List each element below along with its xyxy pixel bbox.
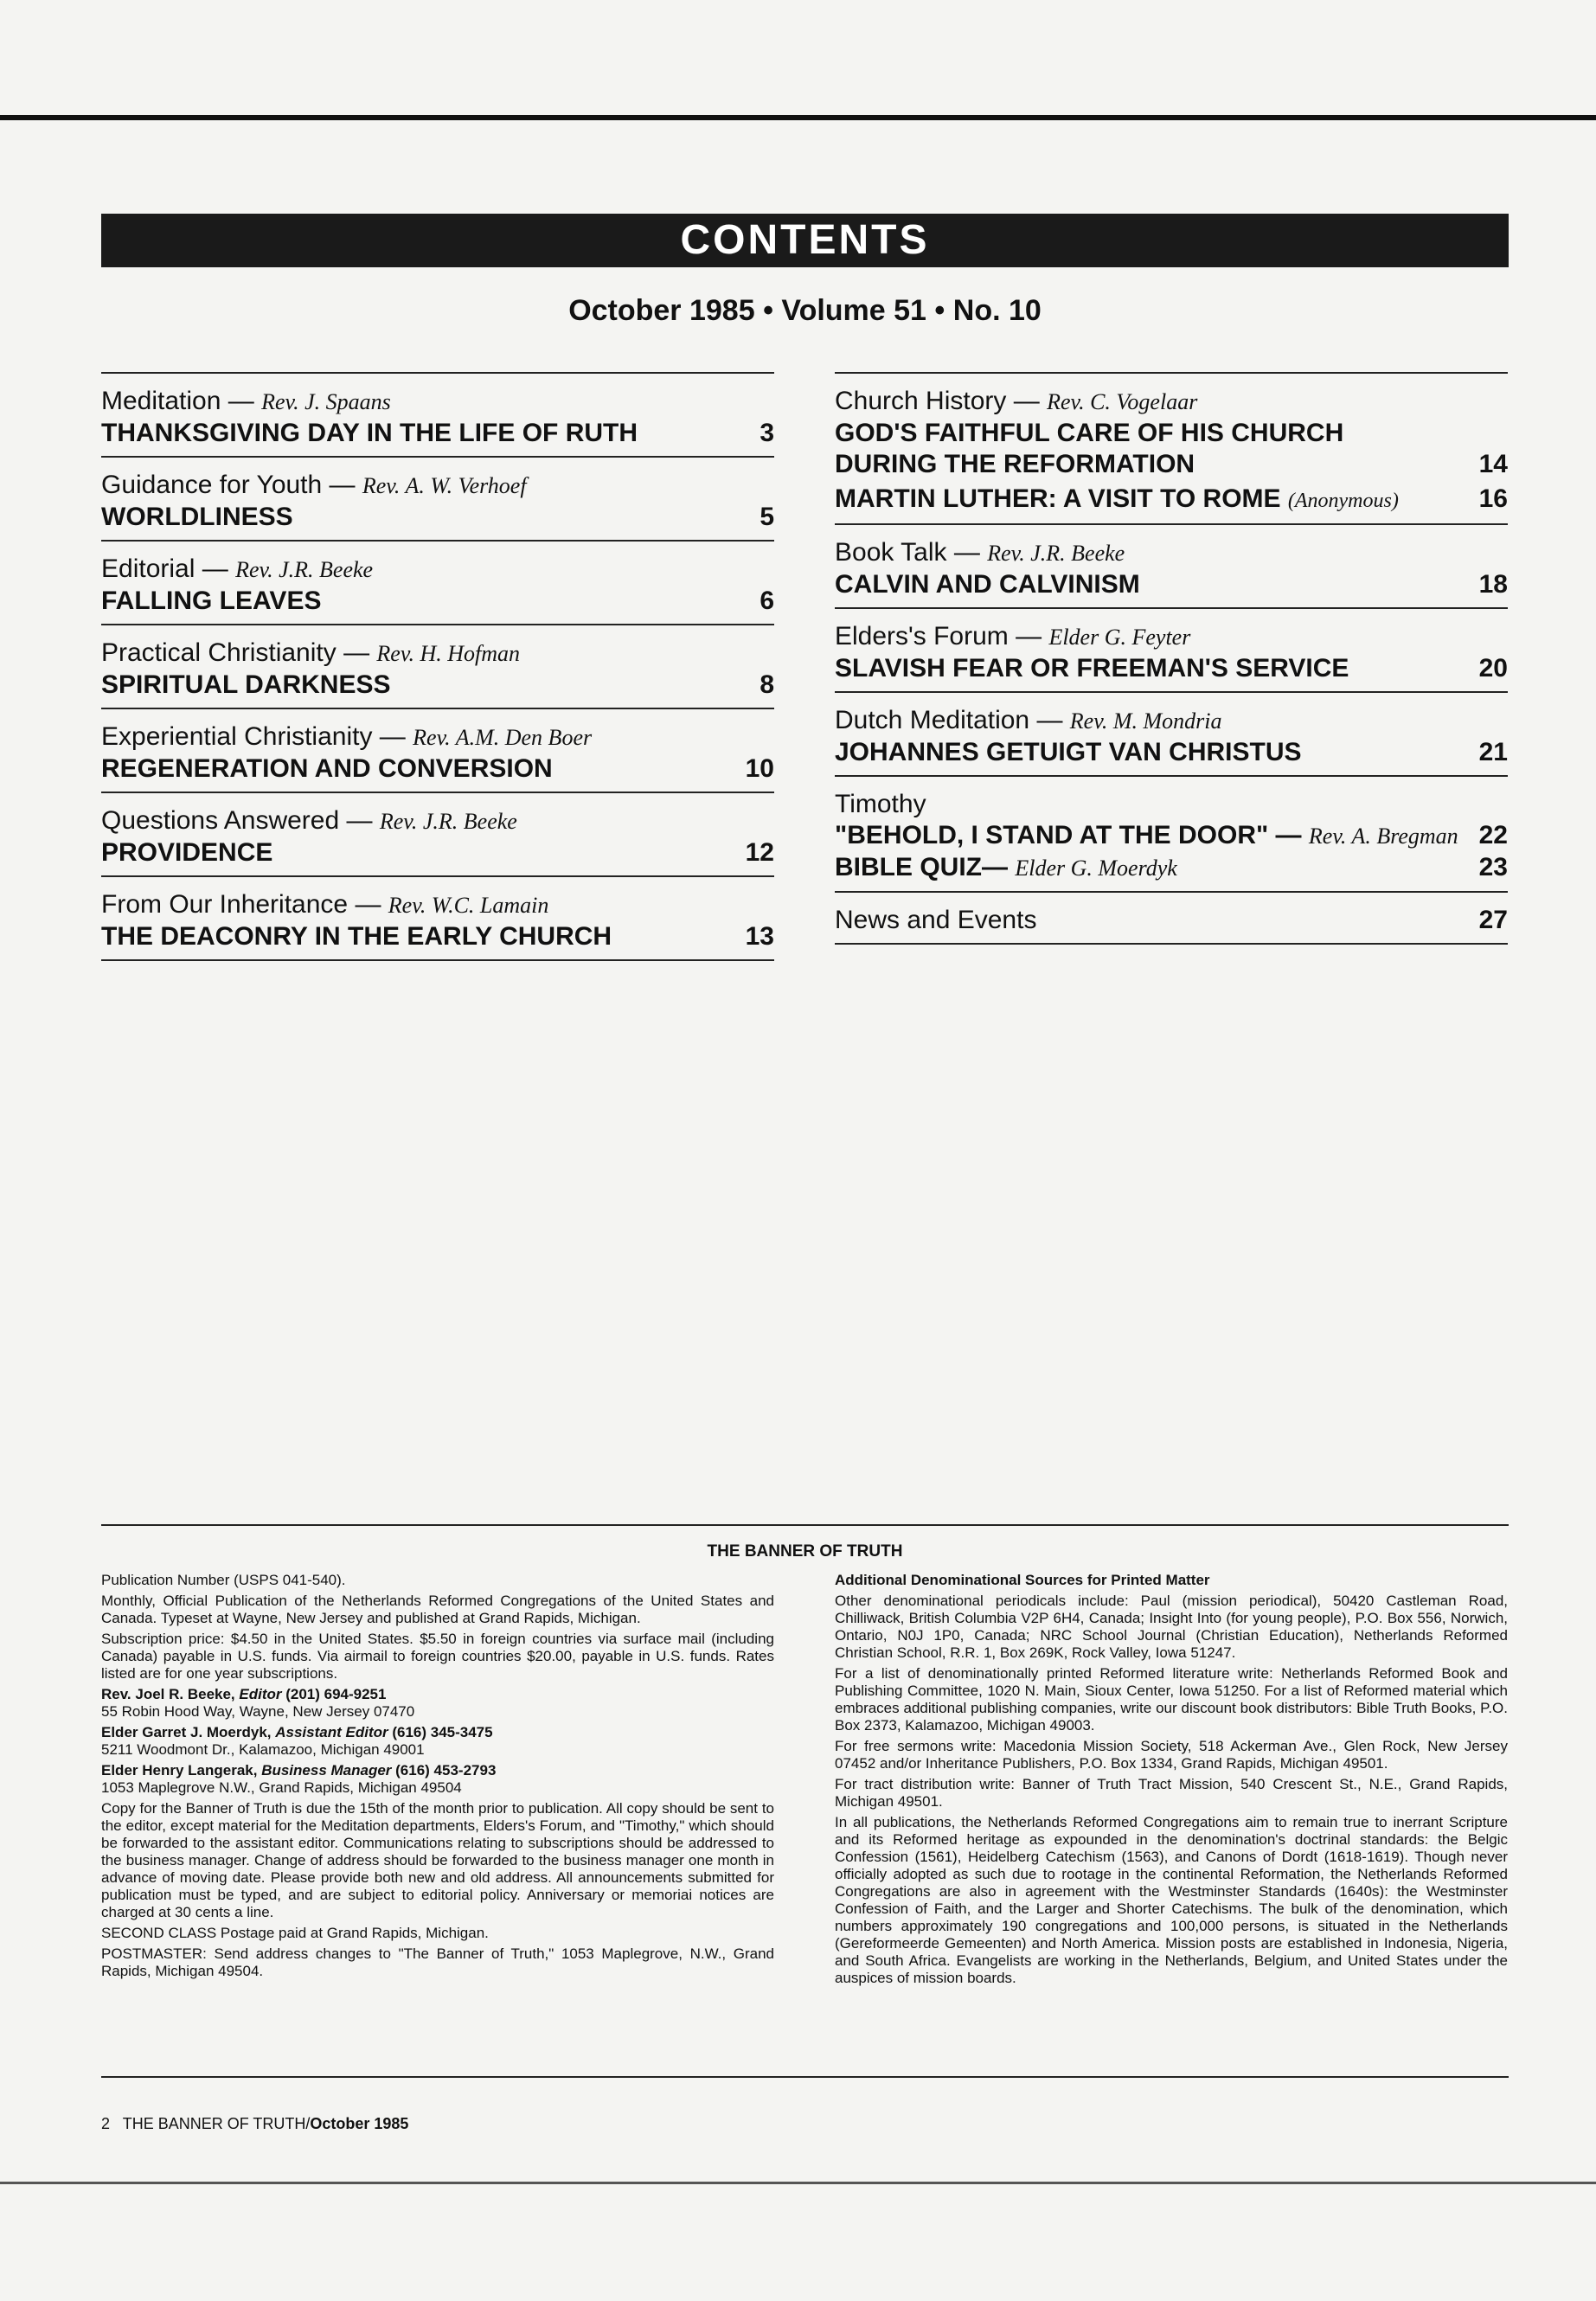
author: Rev. A. Bregman — [1308, 824, 1458, 849]
page-number: 22 — [1478, 821, 1508, 849]
article-title: PROVIDENCE — [101, 838, 273, 867]
dept-label: Book Talk — — [835, 538, 988, 567]
toc-entry-editorial[interactable] — [101, 542, 774, 625]
masthead-heading: THE BANNER OF TRUTH — [707, 1542, 903, 1561]
author: Rev. H. Hofman — [376, 641, 521, 666]
dept-label: Elders's Forum — — [835, 622, 1049, 651]
author: Rev. J. Spaans — [261, 389, 391, 414]
author: Rev. M. Mondria — [1069, 708, 1222, 734]
page-number: 12 — [745, 838, 774, 867]
toc-entry-elders-forum[interactable] — [835, 609, 1508, 693]
article-title: REGENERATION AND CONVERSION — [101, 754, 553, 783]
article-title: CALVIN AND CALVINISM — [835, 570, 1140, 599]
author: Rev. J.R. Beeke — [987, 541, 1125, 566]
issue-line: October 1985 • Volume 51 • No. 10 — [568, 294, 1042, 327]
page-number: 21 — [1478, 738, 1508, 766]
article-title: "BEHOLD, I STAND AT THE DOOR" — — [835, 821, 1309, 849]
article-title: MARTIN LUTHER: A VISIT TO ROME — [835, 484, 1288, 513]
article-title: THE DEACONRY IN THE EARLY CHURCH — [101, 922, 612, 951]
page-number: 8 — [760, 670, 774, 699]
anonymous-note: (Anonymous) — [1287, 490, 1399, 512]
top-rule — [0, 115, 1596, 120]
dept-label: Practical Christianity — — [101, 638, 377, 667]
toc-entry-guidance-for-youth[interactable] — [101, 458, 774, 542]
dept-label: Experiential Christianity — — [101, 722, 413, 751]
page-number: 14 — [1478, 450, 1508, 478]
author: Elder G. Moerdyk — [1015, 856, 1177, 881]
publication-description: Monthly, Official Publication of the Netherlands Reformed Congregations of the United States and Canada. Typeset at Wayne, New Jersey and published at Grand Rapids, Michigan. — [101, 1593, 774, 1626]
dept-label: Dutch Meditation — — [835, 706, 1070, 734]
author: Rev. C. Vogelaar — [1047, 389, 1198, 414]
denomination-statement: In all publications, the Netherlands Reformed Congregations aim to remain true to inerrant Scripture and its Reformed heritage as expounded in the denomination's doctrinal standards: the Belgic Confession (1561), Heidelberg Catechism (1563), and Canons of Dordt (1618-1619). Though never officially adopted as such due to rootage in the continental Reformation, the Netherlands Reformed Congregations are also in agreement with the Westminster Standards (1640s): the Westminster Confession of Faith, and the Larger and Shorter Catechisms. The bulk of the denomination, which numbers approximately 190 congregations and 100,000 persons, is situated in the Netherlands (Gereformeerde Gemeenten) and North America. Mission posts are established in Indonesia, Nigeria, and South Africa. Evangelists are working in the Netherlands, Belgium, and United States under the auspices of mission boards. — [835, 1814, 1508, 1986]
business-manager-address: 1053 Maplegrove N.W., Grand Rapids, Michigan 49504 — [101, 1779, 462, 1796]
dept-label: Meditation — — [101, 387, 262, 415]
editor-contact — [101, 1686, 774, 1721]
contents-banner: CONTENTS — [101, 214, 1509, 267]
toc-entry-church-history[interactable] — [835, 374, 1508, 525]
page-number: 3 — [760, 419, 774, 447]
toc-entry-practical-christianity[interactable] — [101, 625, 774, 709]
dept-label: Questions Answered — — [101, 806, 380, 835]
page-number: 27 — [1478, 906, 1508, 934]
article-title: BIBLE QUIZ— — [835, 853, 1016, 881]
toc-entry-questions-answered[interactable] — [101, 793, 774, 877]
editor-role: Editor — [239, 1686, 282, 1702]
business-manager-name: Elder Henry Langerak, — [101, 1762, 262, 1779]
toc-entry-experiential-christianity[interactable] — [101, 709, 774, 793]
article-title-line1: GOD'S FAITHFUL CARE OF HIS CHURCH — [835, 419, 1344, 447]
sources-heading: Additional Denominational Sources for Printed Matter — [835, 1572, 1210, 1588]
folio-date: October 1985 — [310, 2115, 409, 2132]
bottom-rule — [0, 2182, 1596, 2184]
postage-note: SECOND CLASS Postage paid at Grand Rapids, Michigan. — [101, 1925, 489, 1941]
toc-entry-dutch-meditation[interactable] — [835, 693, 1508, 777]
page-number: 16 — [1478, 484, 1508, 513]
dept-label: From Our Inheritance — — [101, 890, 388, 919]
publication-number: Publication Number (USPS 041-540). — [101, 1572, 346, 1588]
assistant-editor-phone: (616) 345-3475 — [388, 1724, 493, 1740]
toc-entry-book-talk[interactable] — [835, 525, 1508, 609]
toc-entry-timothy[interactable] — [835, 777, 1508, 893]
page-folio — [101, 2115, 408, 2133]
masthead-left-column — [101, 1572, 774, 1984]
business-manager-contact — [101, 1762, 774, 1797]
subscription-price: Subscription price: $4.50 in the United States. $5.50 in foreign countries via surface mail (including Canada) payable in U.S. funds. Via airmail to foreign countries $20.00, payable in U.S. funds. Rates listed are for one year subscriptions. — [101, 1631, 774, 1682]
dept-label: Editorial — — [101, 554, 236, 583]
toc-right-column — [835, 372, 1508, 945]
dept-label: News and Events — [835, 906, 1037, 934]
page-number: 5 — [760, 503, 774, 531]
author: Rev. W.C. Lamain — [388, 893, 549, 918]
other-periodicals: Other denominational periodicals include: Paul (mission periodical), 50420 Castleman Road, Chilliwack, British Columbia V2P 6H4, Canada; Insight Into (for young people), P.O. Box 556, Norwich, Ontario, N0J 1P0, Canada; NRC School Journal (Christian Education), Netherlands Reformed Christian School, R.R. 1, Box 269K, Rock Valley, Iowa 51247. — [835, 1593, 1508, 1661]
page-number: 18 — [1478, 570, 1508, 599]
page-number: 20 — [1478, 654, 1508, 683]
article-title: JOHANNES GETUIGT VAN CHRISTUS — [835, 738, 1302, 766]
footer-rule — [101, 1524, 1509, 1526]
assistant-editor-name: Elder Garret J. Moerdyk, — [101, 1724, 276, 1740]
free-sermons: For free sermons write: Macedonia Mission Society, 518 Ackerman Ave., Glen Rock, New Jersey 07452 and/or Inheritance Publishers, P.O. Box 1334, Grand Rapids, Michigan 49501. — [835, 1738, 1508, 1772]
author: Rev. J.R. Beeke — [235, 557, 374, 582]
article-title: FALLING LEAVES — [101, 586, 322, 615]
masthead-right-column — [835, 1572, 1508, 1990]
postmaster-note: POSTMASTER: Send address changes to "The Banner of Truth," 1053 Maplegrove, N.W., Grand Rapids, Michigan 49504. — [101, 1945, 774, 1979]
author: Rev. J.R. Beeke — [379, 809, 517, 834]
article-title: WORLDLINESS — [101, 503, 293, 531]
assistant-editor-contact — [101, 1724, 774, 1759]
article-title: SLAVISH FEAR OR FREEMAN'S SERVICE — [835, 654, 1349, 683]
editor-phone: (201) 694-9251 — [281, 1686, 387, 1702]
folio-publication: THE BANNER OF TRUTH/ — [122, 2115, 311, 2132]
business-manager-role: Business Manager — [261, 1762, 392, 1779]
dept-label: Guidance for Youth — — [101, 471, 362, 499]
article-title: SPIRITUAL DARKNESS — [101, 670, 391, 699]
dept-label: Church History — — [835, 387, 1048, 415]
author: Rev. A.M. Den Boer — [413, 725, 593, 750]
footer-bottom-rule — [101, 2076, 1509, 2078]
article-title-line2: DURING THE REFORMATION — [835, 450, 1195, 478]
assistant-editor-role: Assistant Editor — [275, 1724, 388, 1740]
assistant-editor-address: 5211 Woodmont Dr., Kalamazoo, Michigan 49001 — [101, 1741, 425, 1758]
toc-left-column — [101, 372, 774, 961]
article-title: THANKSGIVING DAY IN THE LIFE OF RUTH — [101, 419, 638, 447]
page-number: 6 — [760, 586, 774, 615]
toc-entry-news-and-events[interactable] — [835, 893, 1508, 945]
literature-sources: For a list of denominationally printed Reformed literature write: Netherlands Reformed Book and Publishing Committee, 1020 N. Main, Sioux Center, Iowa 51250. For a list of Reformed material which embraces additional publishing companies, write our discount book distributors: Bible Truth Books, P.O. Box 2373, Kalamazoo, Michigan 49003. — [835, 1665, 1508, 1734]
page-number: 13 — [745, 922, 774, 951]
author: Elder G. Feyter — [1048, 625, 1191, 650]
toc-entry-meditation[interactable] — [101, 374, 774, 458]
dept-label: Timothy — [835, 790, 926, 818]
editor-name: Rev. Joel R. Beeke, — [101, 1686, 240, 1702]
business-manager-phone: (616) 453-2793 — [391, 1762, 497, 1779]
author: Rev. A. W. Verhoef — [362, 473, 527, 498]
tract-distribution: For tract distribution write: Banner of Truth Tract Mission, 540 Crescent St., N.E., Grand Rapids, Michigan 49501. — [835, 1776, 1508, 1810]
page-number: 10 — [745, 754, 774, 783]
folio-page-number: 2 — [101, 2115, 111, 2132]
toc-entry-from-our-inheritance[interactable] — [101, 877, 774, 961]
copy-instructions: Copy for the Banner of Truth is due the 15th of the month prior to publication. All copy should be sent to the editor, except material for the Meditation departments, Elders's Forum, and "Timothy," which should be forwarded to the assistant editor. Communications relating to subscriptions should be addressed to the business manager. Change of address should be forwarded to the business manager one month in advance of moving date. Please provide both new and old address. All announcements submitted for publication must be typed, and are subject to editorial policy. Anniversary or memoriai notices are charged at 30 cents a line. — [101, 1800, 774, 1920]
page-number: 23 — [1478, 853, 1508, 881]
editor-address: 55 Robin Hood Way, Wayne, New Jersey 07470 — [101, 1703, 415, 1720]
